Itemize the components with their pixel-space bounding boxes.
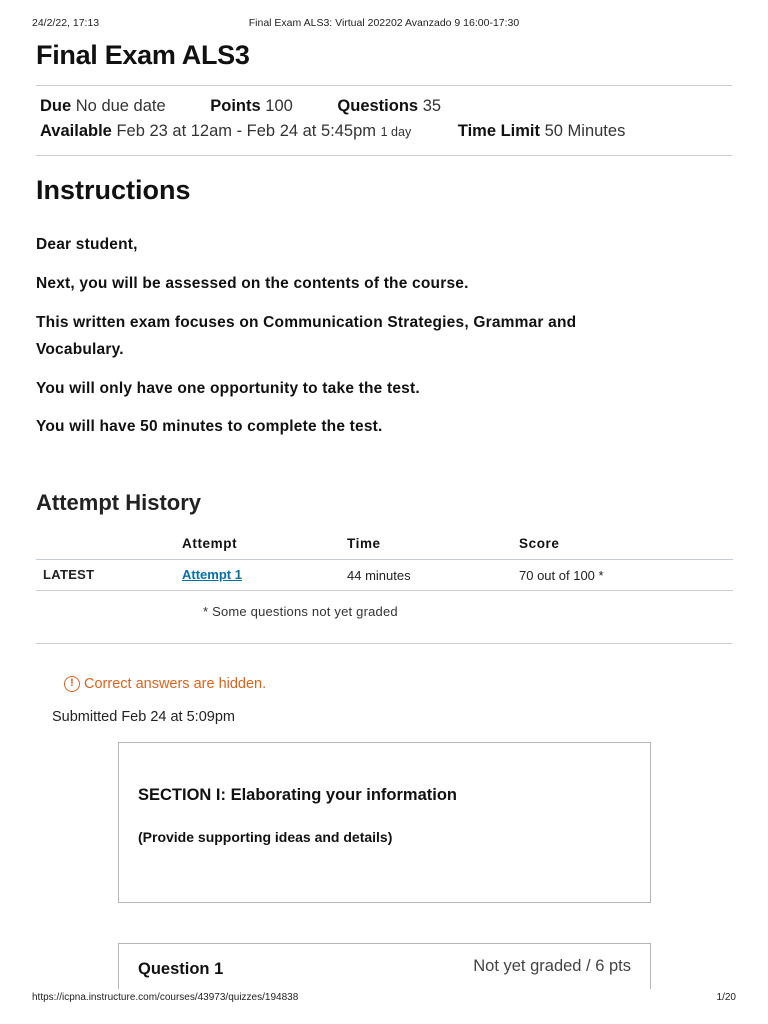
attempt-1-link[interactable]: Attempt 1 — [182, 567, 242, 582]
time-limit-label: Time Limit — [457, 122, 541, 140]
correct-answers-hidden-alert — [64, 676, 266, 692]
quiz-details-row-2 — [40, 122, 625, 141]
grading-note: * Some questions not yet graded — [203, 604, 398, 619]
due-value: No due date — [75, 97, 166, 115]
section-subtitle: (Provide supporting ideas and details) — [138, 829, 393, 845]
instructions-paragraph: This written exam focuses on Communication Strategies, Grammar and Vocabulary. — [36, 314, 577, 358]
points-value: 100 — [265, 97, 293, 115]
exclamation-circle-icon: ! — [64, 676, 80, 692]
divider — [36, 85, 732, 86]
submitted-timestamp: Submitted Feb 24 at 5:09pm — [52, 709, 235, 725]
print-url: https://icpna.instructure.com/courses/43973/quizzes/194838 — [32, 992, 299, 1003]
print-header — [32, 17, 736, 31]
instructions-paragraph: Next, you will be assessed on the contents of the course. — [36, 275, 469, 292]
points-label: Points — [210, 97, 261, 115]
instructions-paragraph: You will only have one opportunity to take the test. — [36, 380, 420, 397]
instructions-paragraph: Dear student, — [36, 236, 138, 253]
due-label: Due — [40, 97, 72, 115]
question-title: Question 1 — [138, 960, 224, 978]
available-value: Feb 23 at 12am - Feb 24 at 5:45pm — [116, 122, 377, 140]
attempt-time: 44 minutes — [347, 568, 411, 583]
print-title: Final Exam ALS3: Virtual 202202 Avanzado 9 16:00-17:30 — [248, 17, 520, 29]
section-card — [118, 742, 651, 903]
table-row-divider — [36, 590, 733, 591]
table-header-divider — [36, 559, 733, 560]
print-page-number: 1/20 — [716, 992, 736, 1003]
attempt-history-heading: Attempt History — [36, 490, 202, 515]
hidden-message-text: Correct answers are hidden. — [84, 676, 267, 692]
quiz-details-row-1 — [40, 97, 441, 116]
available-duration: 1 day — [380, 125, 412, 139]
time-limit-value: 50 Minutes — [544, 122, 626, 140]
questions-label: Questions — [337, 97, 419, 115]
column-header-attempt: Attempt — [182, 536, 238, 551]
divider — [36, 643, 732, 644]
instructions-heading: Instructions — [36, 175, 191, 205]
questions-value: 35 — [422, 97, 442, 115]
attempt-score: 70 out of 100 * — [519, 568, 604, 583]
print-date: 24/2/22, 17:13 — [32, 17, 100, 29]
question-card — [118, 943, 651, 989]
column-header-time: Time — [347, 536, 381, 551]
page-title: Final Exam ALS3 — [36, 40, 250, 70]
instructions-paragraph: You will have 50 minutes to complete the test. — [36, 418, 383, 435]
section-title: SECTION I: Elaborating your information — [138, 786, 458, 804]
divider — [36, 155, 732, 156]
available-label: Available — [40, 122, 112, 140]
column-header-score: Score — [519, 536, 560, 551]
latest-label: LATEST — [43, 567, 95, 582]
question-points: Not yet graded / 6 pts — [473, 957, 631, 975]
